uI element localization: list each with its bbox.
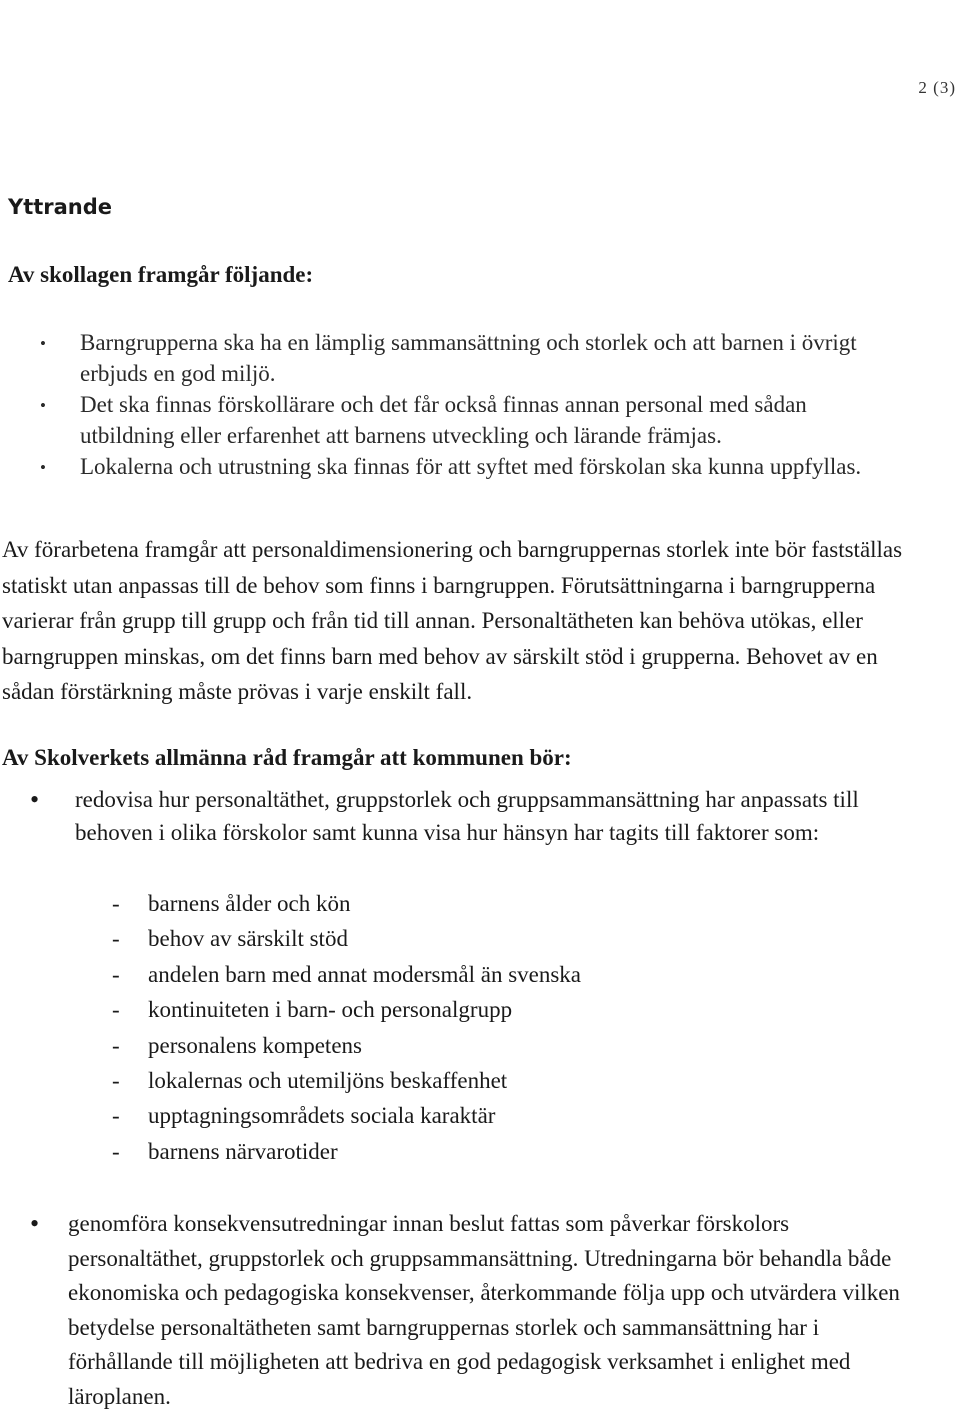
dash-icon: - bbox=[112, 1032, 120, 1058]
skollagen-item: • Lokalerna och utrustning ska finnas för att syftet med förskolan ska kunna uppfyllas. bbox=[80, 451, 900, 482]
bullet-icon: • bbox=[30, 1209, 40, 1238]
dash-icon: - bbox=[112, 961, 120, 987]
factor-label: kontinuiteten i barn- och personalgrupp bbox=[148, 997, 513, 1023]
factor-label: lokalernas och utemiljöns beskaffenhet bbox=[148, 1067, 508, 1093]
dash-icon: - bbox=[112, 997, 120, 1023]
bullet-icon: • bbox=[30, 785, 40, 814]
advice-text: redovisa hur personaltäthet, gruppstorlek och gruppsammansättning har anpassats till behoven i olika förskolor samt kunna visa hur hänsyn har tagits till faktorer som: bbox=[75, 787, 859, 845]
forarbeten-paragraph: Av förarbetena framgår att personaldimensionering och barngruppernas storlek inte bör fastställas statiskt utan anpassas till de behov som finns i barngruppen. Förutsättningarna i barngrupperna varierar från grupp till grupp och från tid till annan. Personaltätheten kan behöva utökas, eller barngruppen minskas, om det finns barn med behov av särskilt stöd i grupperna. Behovet av en sådan förstärkning måste prövas i varje enskilt fall. bbox=[2, 537, 903, 704]
dash-icon: - bbox=[112, 891, 120, 916]
dash-icon: - bbox=[112, 926, 120, 952]
factor-label: andelen barn med annat modersmål än svenska bbox=[148, 961, 582, 987]
advice-text: genomföra konsekvensutredningar innan beslut fattas som påverkar förskolors personaltäthet, gruppstorlek och gruppsammansättning. Utredningarna bör behandla både ekonomiska och pedagogiska konsekvenser, återkommande följa upp och utvärdera vilken betydelse personaltätheten samt barngruppernas storlek och sammansättning har i förhållande till möjligheten att bedriva en god pedagogisk verksamhet i enlighet med läroplanen. bbox=[68, 1211, 900, 1409]
skollagen-list bbox=[80, 327, 900, 482]
section-heading-yttrande: Yttrande bbox=[8, 195, 113, 219]
factor-label: upptagningsområdets sociala karaktär bbox=[148, 1103, 496, 1129]
dash-icon: - bbox=[112, 1103, 120, 1129]
dash-icon: - bbox=[112, 1138, 120, 1164]
factor-label: barnens ålder och kön bbox=[148, 891, 351, 916]
factor-label: barnens närvarotider bbox=[148, 1138, 338, 1164]
page-number: 2 (3) bbox=[918, 78, 956, 97]
factor-label: personalens kompetens bbox=[148, 1032, 362, 1058]
skollagen-heading: Av skollagen framgår följande: bbox=[8, 262, 314, 287]
factor-label: behov av särskilt stöd bbox=[148, 926, 348, 952]
skollagen-item: • Det ska finnas förskollärare och det får också finnas annan personal med sådan utbildning eller erfarenhet att barnens utveckling och lärande främjas. bbox=[80, 389, 900, 451]
allmanna-rad-heading: Av Skolverkets allmänna råd framgår att kommunen bör: bbox=[2, 745, 572, 770]
dash-icon: - bbox=[112, 1067, 120, 1093]
skollagen-item: • Barngrupperna ska ha en lämplig sammansättning och storlek och att barnen i övrigt erbjuds en god miljö. bbox=[80, 327, 900, 389]
